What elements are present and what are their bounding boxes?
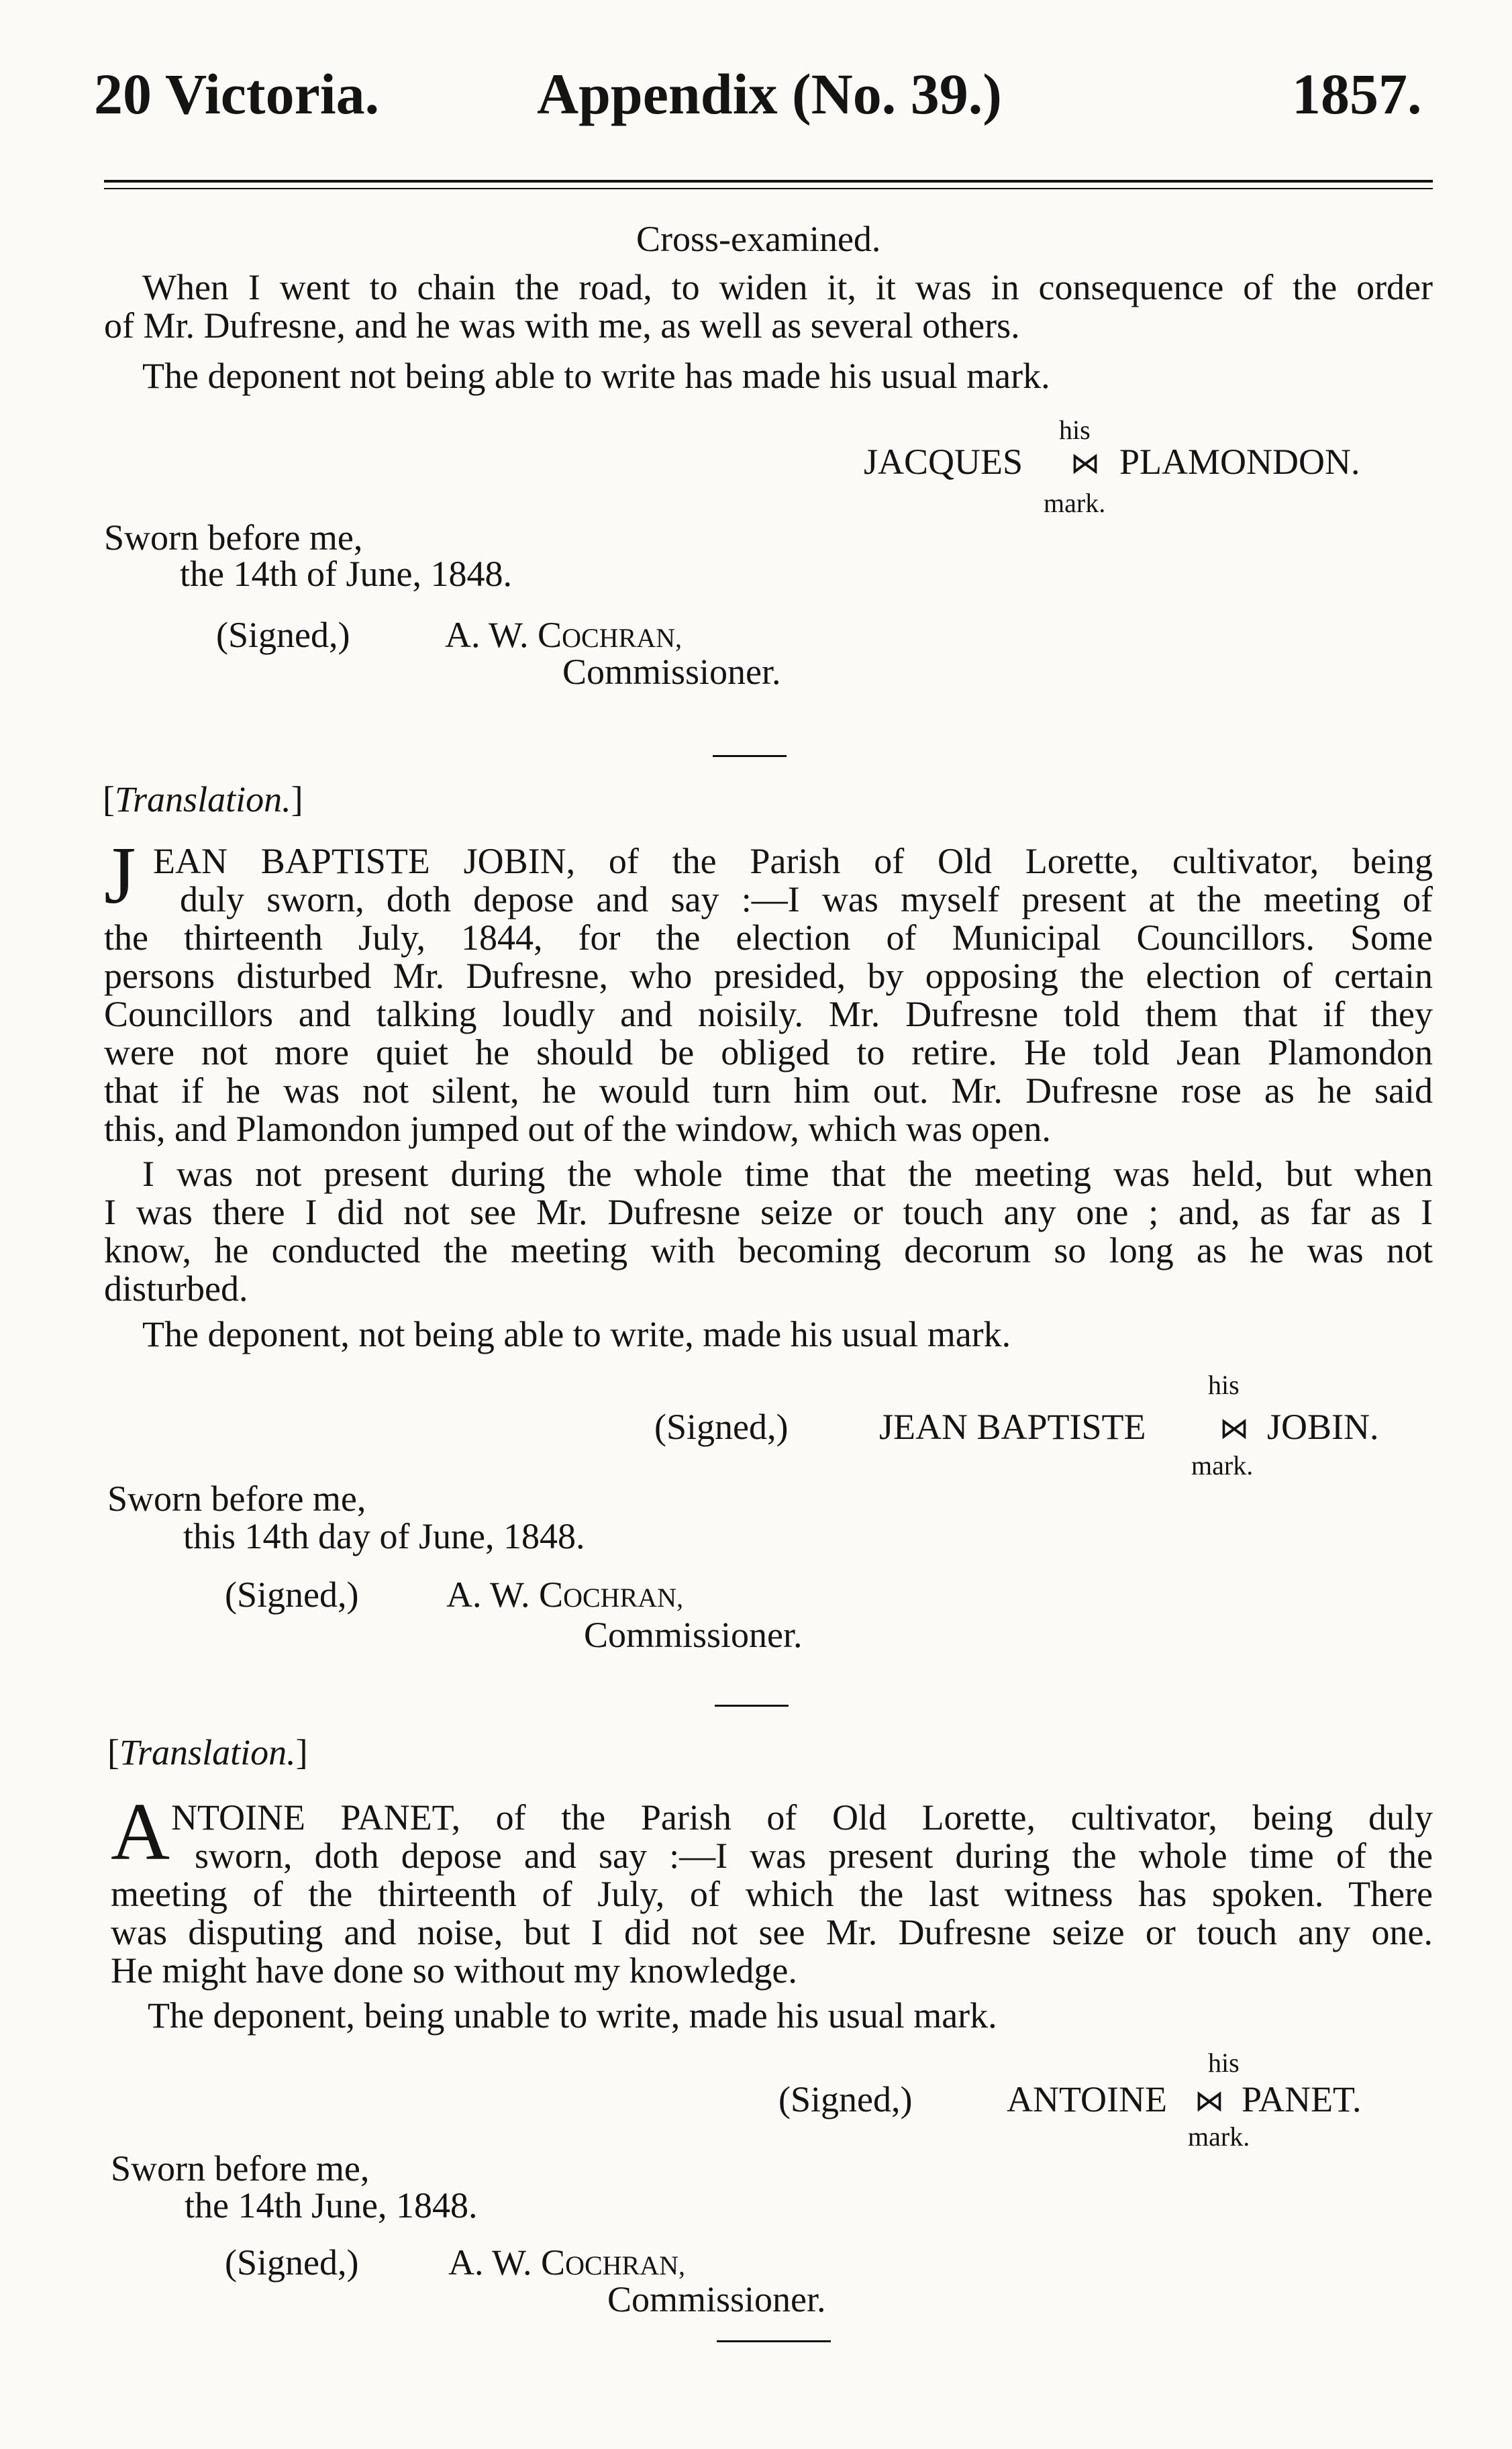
signature-last-name: PLAMONDON.: [1119, 442, 1360, 482]
section2-line-3: the thirteenth July, 1844, for the election of Municipal Councillors. Some: [104, 917, 1433, 958]
signature2-last-name: JOBIN.: [1267, 1407, 1379, 1447]
signature3-his: his: [1208, 2048, 1240, 2078]
section2-para2-line-2: I was there I did not see Mr. Dufresne seize or touch any one ; and, as far as I: [104, 1192, 1433, 1232]
signature-first-name: JACQUES: [864, 442, 1023, 482]
signature2-mark-symbol: ⋈: [1219, 1412, 1249, 1445]
header-right: 1857.: [1292, 62, 1422, 126]
header-rule-bottom: [104, 188, 1433, 189]
commissioner2-name: A. W. COCHRAN,: [446, 1575, 683, 1615]
signed3-label: (Signed,): [225, 2242, 359, 2283]
section-separator-2: [715, 1705, 789, 1707]
signature-his: his: [1059, 415, 1091, 445]
section2-para2-line-3: know, he conducted the meeting with becoming decorum so long as he was not: [104, 1230, 1433, 1270]
sworn3-line-1: Sworn before me,: [111, 2148, 370, 2189]
section3-line-3: meeting of the thirteenth of July, of which the last witness has spoken. There: [111, 1874, 1433, 1914]
section3-line-2: sworn, doth depose and say :—I was present during the whole time of the: [195, 1836, 1433, 1876]
section2-line-2: duly sworn, doth depose and say :—I was myself present at the meeting of: [180, 879, 1433, 919]
section-separator: [713, 755, 787, 757]
end-separator: [717, 2340, 831, 2342]
section1-line-2: of Mr. Dufresne, and he was with me, as well as several others.: [104, 305, 1020, 346]
commissioner-name: A. W. COCHRAN,: [445, 615, 682, 655]
section3-para2: The deponent, being unable to write, made his usual mark.: [148, 1995, 997, 2036]
signature2-his: his: [1208, 1370, 1240, 1400]
drop-cap-j: J: [104, 830, 136, 921]
signature3-mark-symbol: ⋈: [1195, 2085, 1224, 2117]
signed2-label: (Signed,): [225, 1575, 359, 1615]
section2-para2-line-4: disturbed.: [104, 1268, 248, 1309]
commissioner-title: Commissioner.: [562, 652, 781, 692]
section2-line-5: Councillors and talking loudly and noisily. Mr. Dufresne told them that if they: [104, 994, 1433, 1034]
sworn2-line-2: this 14th day of June, 1848.: [183, 1516, 585, 1556]
signature3-last-name: PANET.: [1242, 2079, 1362, 2119]
sworn2-line-1: Sworn before me,: [107, 1479, 366, 1519]
section1-line-3: The deponent not being able to write has made his usual mark.: [142, 356, 1050, 396]
signature2-first-name: JEAN BAPTISTE: [879, 1407, 1146, 1447]
signature3-mark-label: mark.: [1188, 2121, 1250, 2152]
sworn-line-2: the 14th of June, 1848.: [180, 554, 512, 594]
header-center: Appendix (No. 39.): [537, 62, 1002, 126]
drop-cap-a: A: [111, 1787, 170, 1877]
section2-line-8: this, and Plamondon jumped out of the window, which was open.: [104, 1109, 1051, 1149]
sworn-line-1: Sworn before me,: [104, 517, 363, 558]
section2-line-1: EAN BAPTISTE JOBIN, of the Parish of Old Lorette, cultivator, being: [153, 841, 1433, 881]
section3-line-1: NTOINE PANET, of the Parish of Old Lorette, cultivator, being duly: [171, 1797, 1433, 1838]
section2-line-7: that if he was not silent, he would turn him out. Mr. Dufresne rose as he said: [104, 1070, 1433, 1111]
section3-line-5: He might have done so without my knowledge.: [111, 1950, 797, 1991]
signature-mark-symbol: ⋈: [1070, 447, 1100, 480]
section1-line-1: When I went to chain the road, to widen it, it was in consequence of the order: [142, 267, 1433, 307]
signature-mark-label: mark.: [1044, 488, 1106, 518]
translation-label: [Translation.]: [103, 779, 303, 819]
signed-label: (Signed,): [216, 615, 350, 655]
section2-line-4: persons disturbed Mr. Dufresne, who presided, by opposing the election of certain: [104, 956, 1433, 996]
section3-line-4: was disputing and noise, but I did not see Mr. Dufresne seize or touch any one.: [111, 1912, 1433, 1952]
sworn3-line-2: the 14th June, 1848.: [185, 2185, 478, 2226]
signature2-mark-label: mark.: [1191, 1450, 1254, 1481]
section2-para3: The deponent, not being able to write, made his usual mark.: [142, 1314, 1011, 1354]
commissioner3-name: A. W. COCHRAN,: [448, 2242, 685, 2283]
signature2-signed: (Signed,): [654, 1407, 789, 1447]
cross-examined-heading: Cross-examined.: [636, 219, 881, 259]
signature3-signed: (Signed,): [778, 2079, 913, 2119]
commissioner3-title: Commissioner.: [607, 2279, 826, 2319]
section2-line-6: were not more quiet he should be obliged to retire. He told Jean Plamondon: [104, 1032, 1433, 1072]
translation-label-2: [Translation.]: [107, 1732, 308, 1772]
header-left: 20 Victoria.: [94, 62, 380, 126]
commissioner2-title: Commissioner.: [584, 1615, 803, 1655]
section2-para2-line-1: I was not present during the whole time that the meeting was held, but when: [142, 1154, 1433, 1194]
signature3-first-name: ANTOINE: [1007, 2079, 1167, 2119]
header-rule-top: [104, 180, 1433, 183]
